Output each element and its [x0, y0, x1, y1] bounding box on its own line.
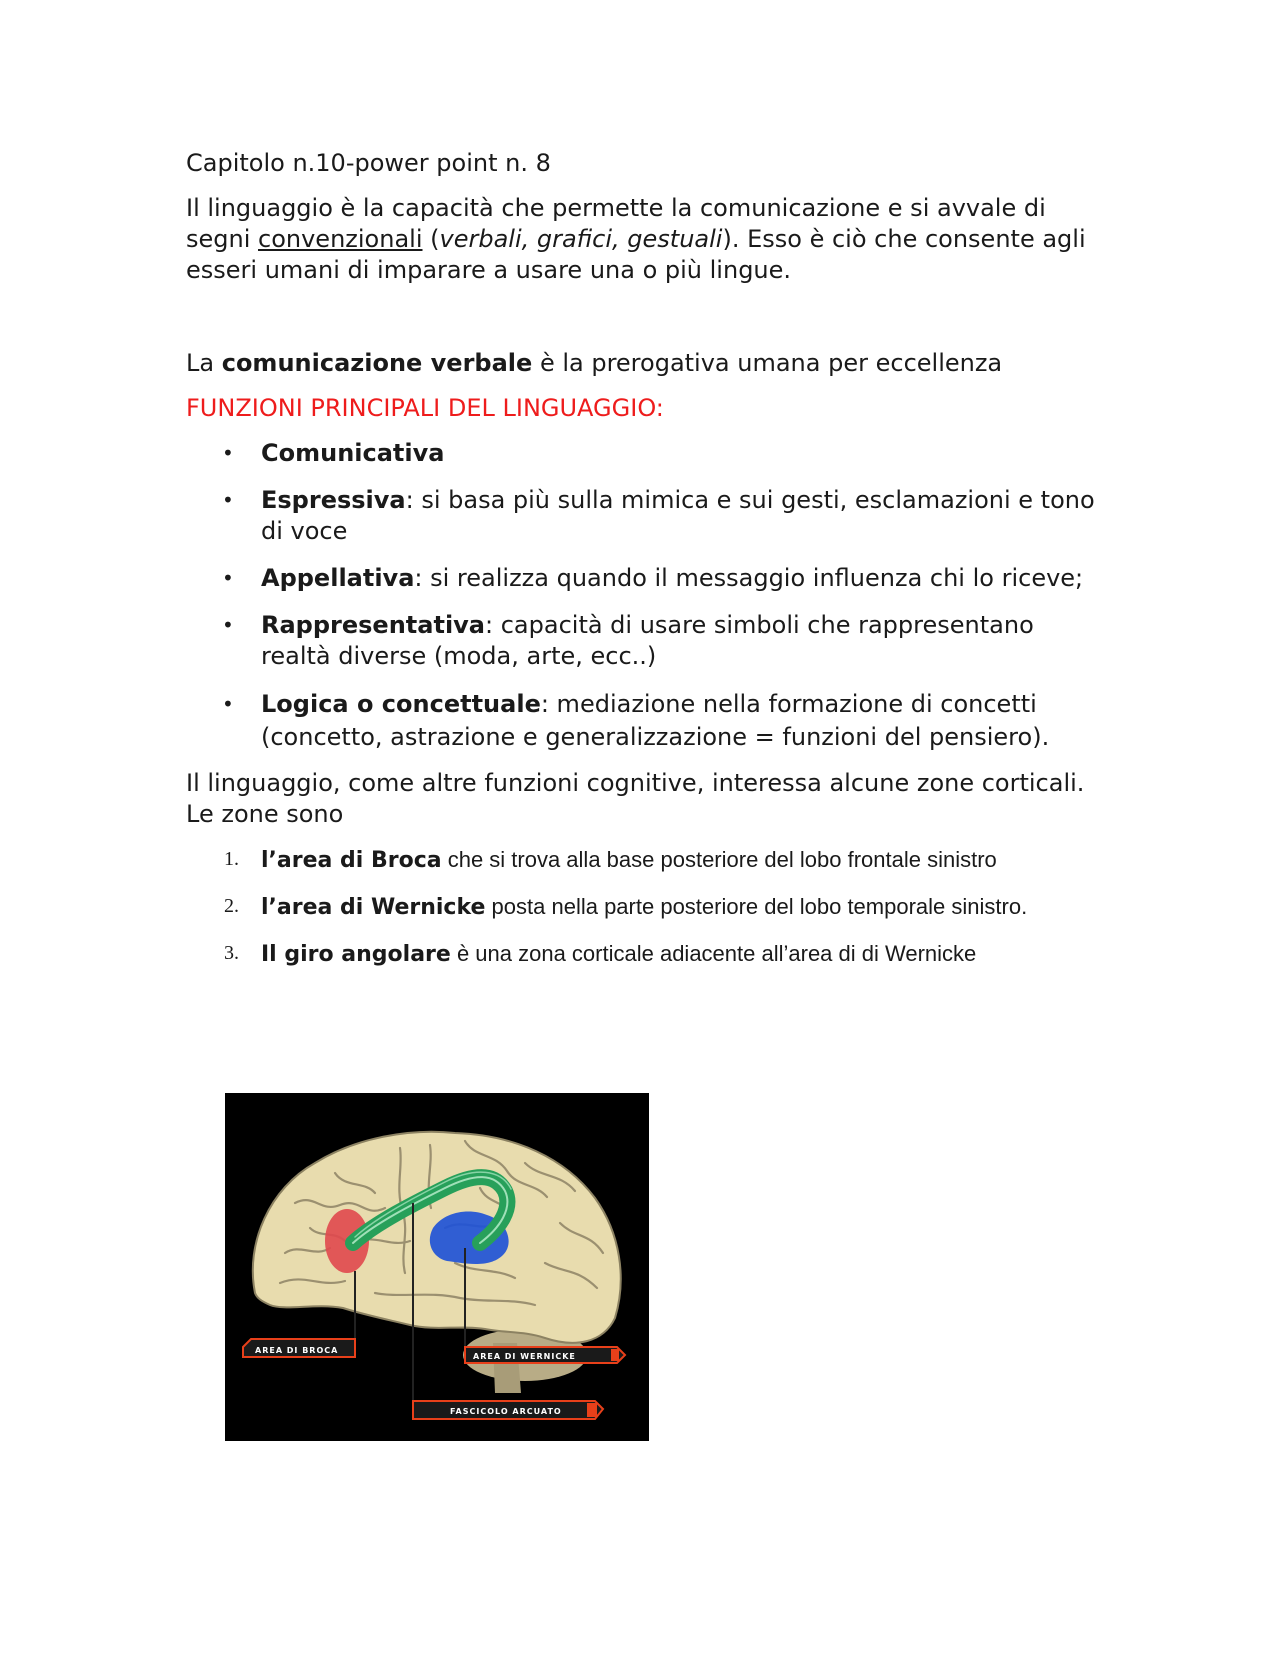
area-name: Il giro angolare: [261, 942, 451, 967]
label-broca-box: [243, 1339, 355, 1357]
function-name: Appellativa: [261, 564, 415, 592]
area-desc: è una zona corticale adiacente all’area di di Wernicke: [450, 941, 977, 966]
label-fascicolo: FASCICOLO ARCUATO: [450, 1407, 562, 1416]
list-item: [186, 846, 1106, 874]
list-item: [186, 485, 1106, 547]
list-item: [186, 940, 1106, 968]
list-item: [186, 563, 1106, 594]
function-desc: : si basa più sulla mimica e sui gesti, esclamazioni e tono di voce: [261, 486, 1095, 545]
functions-heading: FUNZIONI PRINCIPALI DEL LINGUAGGIO:: [186, 394, 664, 422]
verbal-post: è la prerogativa umana per eccellenza: [532, 349, 1003, 377]
verbal-paragraph: [186, 348, 1106, 379]
area-desc: posta nella parte posteriore del lobo temporale sinistro.: [485, 894, 1028, 919]
intro-underlined: convenzionali: [258, 225, 423, 253]
label-broca: AREA DI BROCA: [255, 1346, 339, 1355]
intro-text-3: ). Esso è ciò che consente agli esseri umani di imparare a usare una o più lingue.: [186, 225, 1086, 284]
label-wernicke: AREA DI WERNICKE: [473, 1352, 576, 1361]
function-name: Rappresentativa: [261, 611, 486, 639]
function-desc: : si realizza quando il messaggio influenza chi lo riceve;: [414, 564, 1084, 592]
list-number: 2.: [224, 895, 239, 917]
areas-list: [186, 846, 1106, 968]
bullet-icon: •: [222, 488, 234, 512]
area-name: l’area di Wernicke: [261, 895, 486, 920]
bullet-icon: •: [222, 613, 234, 637]
area-desc: che si trova alla base posteriore del lobo frontale sinistro: [441, 847, 997, 872]
brain-illustration: [225, 1093, 649, 1441]
verbal-bold: comunicazione verbale: [221, 349, 533, 377]
function-name: Espressiva: [261, 486, 406, 514]
bullet-icon: •: [222, 566, 234, 590]
list-item: [186, 893, 1106, 921]
verbal-pre: La: [186, 349, 222, 377]
list-item: [186, 438, 1106, 469]
function-desc: : capacità di usare simboli che rappresentano realtà diverse (moda, arte, ecc..): [261, 611, 1034, 670]
intro-text-1: Il linguaggio è la capacità che permette la comunicazione e si avvale di segni: [186, 194, 1046, 253]
brain-figure: [225, 1093, 649, 1441]
function-name: Logica o concettuale: [261, 690, 541, 718]
bullet-icon: •: [222, 692, 234, 716]
list-number: 3.: [224, 942, 239, 964]
cortical-paragraph: Il linguaggio, come altre funzioni cognitive, interessa alcune zone corticali. Le zone sono: [186, 769, 1085, 828]
document-title: Capitolo n.10-power point n. 8: [186, 149, 551, 177]
list-number: 1.: [224, 848, 239, 870]
list-item: [186, 688, 1106, 754]
functions-list: [186, 438, 1106, 754]
intro-text-2: (: [422, 225, 440, 253]
intro-italic: verbali, grafici, gestuali: [439, 225, 723, 253]
label-wernicke-box: [465, 1347, 625, 1363]
area-name: l’area di Broca: [261, 848, 442, 873]
function-name: Comunicativa: [261, 439, 445, 467]
list-item: [186, 610, 1106, 672]
label-fascicolo-box: [413, 1401, 603, 1419]
document-page: [186, 148, 1106, 987]
bullet-icon: •: [222, 441, 234, 465]
intro-paragraph: [186, 193, 1106, 286]
function-desc: : mediazione nella formazione di concetti (concetto, astrazione e generalizzazione = funzioni del pensiero).: [261, 690, 1050, 751]
